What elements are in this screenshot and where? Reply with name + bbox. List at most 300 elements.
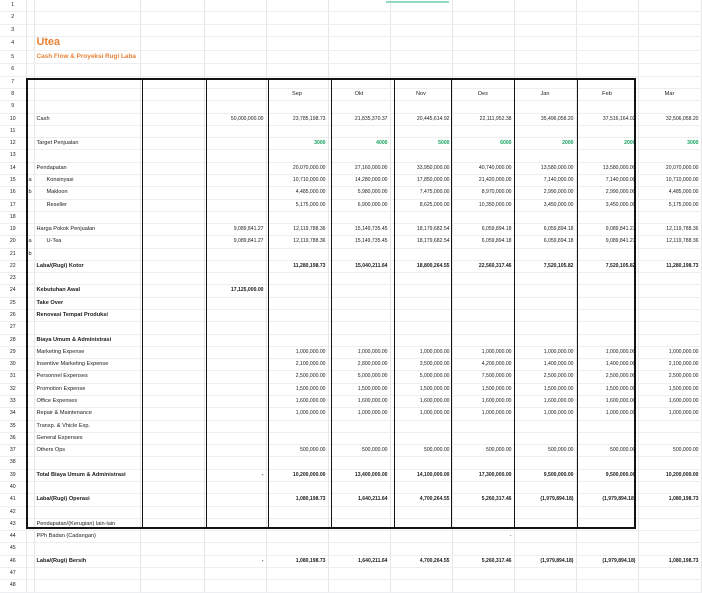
row-header[interactable]: 48 (0, 580, 26, 592)
cell-label[interactable] (34, 580, 140, 592)
cell-label[interactable] (34, 481, 140, 493)
table-row[interactable] (0, 334, 701, 346)
cell-label[interactable] (34, 420, 140, 432)
cell-label[interactable] (34, 518, 140, 530)
cell-month-value[interactable] (390, 359, 452, 371)
cell-marker[interactable] (26, 36, 34, 50)
row-header[interactable]: 47 (0, 567, 26, 579)
cell-spacer[interactable] (140, 187, 204, 199)
table-row[interactable] (0, 346, 701, 358)
cell-label[interactable] (34, 346, 140, 358)
cell-marker[interactable] (26, 285, 34, 297)
cell-month-value[interactable] (390, 24, 452, 36)
table-row[interactable] (0, 322, 701, 334)
cell-label[interactable] (34, 543, 140, 555)
row-header[interactable]: 44 (0, 531, 26, 543)
cell-spacer[interactable] (140, 310, 204, 322)
cell-month-value[interactable] (390, 297, 452, 309)
cell-opening-value[interactable] (204, 359, 266, 371)
cell-month-value[interactable] (576, 150, 638, 162)
cell-marker[interactable] (26, 162, 34, 174)
cell-month-value[interactable] (328, 113, 390, 125)
cell-month-value[interactable] (514, 199, 576, 211)
cell-month-value[interactable] (638, 199, 701, 211)
cell-month-value[interactable] (390, 260, 452, 272)
cell-month-value[interactable] (514, 125, 576, 137)
cell-month-value[interactable] (266, 273, 328, 285)
row-header[interactable]: 11 (0, 125, 26, 137)
cell-opening-value[interactable] (204, 383, 266, 395)
table-row[interactable] (0, 555, 701, 567)
table-row[interactable] (0, 310, 701, 322)
cell-month-value[interactable] (452, 531, 514, 543)
table-row[interactable] (0, 518, 701, 530)
row-header[interactable]: 18 (0, 211, 26, 223)
cell-month-value[interactable] (452, 494, 514, 506)
cell-spacer[interactable] (140, 273, 204, 285)
cell-month-value[interactable] (514, 187, 576, 199)
cell-marker[interactable]: b (26, 187, 34, 199)
cell-month-value[interactable] (328, 211, 390, 223)
cell-marker[interactable] (26, 494, 34, 506)
cell-label[interactable] (34, 138, 140, 150)
cell-month-value[interactable] (328, 150, 390, 162)
cell-marker[interactable] (26, 420, 34, 432)
row-header[interactable]: 40 (0, 481, 26, 493)
cell-month-value[interactable] (514, 24, 576, 36)
cell-marker[interactable] (26, 273, 34, 285)
cell-month-value[interactable] (514, 334, 576, 346)
cell-month-value[interactable] (328, 420, 390, 432)
cell-month-value[interactable] (328, 187, 390, 199)
cell-opening-value[interactable] (204, 273, 266, 285)
cell-month-value[interactable] (514, 481, 576, 493)
cell-marker[interactable] (26, 518, 34, 530)
row-header[interactable]: 31 (0, 371, 26, 383)
table-row[interactable] (0, 432, 701, 444)
cell-month-value[interactable] (266, 346, 328, 358)
table-row[interactable] (0, 481, 701, 493)
cell-month-value[interactable] (638, 518, 701, 530)
table-row[interactable] (0, 125, 701, 137)
cell-month-value[interactable] (328, 260, 390, 272)
cell-marker[interactable] (26, 88, 34, 100)
cell-month-value[interactable] (638, 248, 701, 260)
cell-spacer[interactable] (140, 236, 204, 248)
cell-month-value[interactable] (638, 322, 701, 334)
cell-marker[interactable] (26, 531, 34, 543)
cell-month-value[interactable] (638, 138, 701, 150)
cell-month-value[interactable] (576, 113, 638, 125)
cell-month-value[interactable] (266, 224, 328, 236)
cell-marker[interactable] (26, 481, 34, 493)
cell-label[interactable] (34, 494, 140, 506)
cell-month-value[interactable] (328, 518, 390, 530)
row-header[interactable]: 25 (0, 297, 26, 309)
row-header[interactable]: 16 (0, 187, 26, 199)
cell-month-value[interactable] (514, 260, 576, 272)
cell-month-value[interactable] (266, 457, 328, 469)
cell-spacer[interactable] (140, 113, 204, 125)
table-row[interactable] (0, 51, 701, 64)
cell-month-value[interactable] (328, 125, 390, 137)
cell-month-value[interactable] (328, 396, 390, 408)
cell-label[interactable] (34, 285, 140, 297)
cell-month-value[interactable] (452, 24, 514, 36)
cell-month-value[interactable] (514, 113, 576, 125)
cell-month-value[interactable] (576, 187, 638, 199)
row-header[interactable]: 23 (0, 273, 26, 285)
cell-month-value[interactable] (514, 162, 576, 174)
cell-label[interactable] (34, 224, 140, 236)
cell-month-value[interactable] (266, 150, 328, 162)
row-header[interactable]: 6 (0, 64, 26, 76)
cell-month-value[interactable] (576, 334, 638, 346)
cell-month-value[interactable] (576, 580, 638, 592)
cell-opening-value[interactable] (204, 445, 266, 457)
table-row[interactable] (0, 359, 701, 371)
cell-month-value[interactable] (390, 285, 452, 297)
cell-month-value[interactable] (514, 273, 576, 285)
cell-month-value[interactable] (576, 432, 638, 444)
cell-marker[interactable] (26, 125, 34, 137)
table-row[interactable] (0, 567, 701, 579)
cell-month-value[interactable] (638, 469, 701, 481)
cell-month-value[interactable] (638, 457, 701, 469)
row-header[interactable]: 36 (0, 432, 26, 444)
cell-month-value[interactable] (514, 371, 576, 383)
cell-month-value[interactable] (514, 211, 576, 223)
cell-month-value[interactable] (452, 359, 514, 371)
cell-month-value[interactable] (638, 396, 701, 408)
cell-month-value[interactable] (266, 125, 328, 137)
cell-label[interactable] (34, 24, 140, 36)
cell-spacer[interactable] (140, 518, 204, 530)
row-header[interactable]: 12 (0, 138, 26, 150)
cell-opening-value[interactable] (204, 88, 266, 100)
cell-month-value[interactable] (638, 506, 701, 518)
cell-month-value[interactable] (452, 76, 514, 88)
cell-month-value[interactable] (514, 396, 576, 408)
cell-month-value[interactable] (576, 555, 638, 567)
cell-month-value[interactable] (266, 469, 328, 481)
cell-month-value[interactable] (266, 432, 328, 444)
cell-month-value[interactable] (452, 396, 514, 408)
cell-month-value[interactable] (328, 51, 390, 64)
cell-month-value[interactable] (266, 359, 328, 371)
cell-opening-value[interactable] (204, 310, 266, 322)
cell-month-value[interactable] (638, 187, 701, 199)
cell-month-value[interactable] (514, 359, 576, 371)
cell-opening-value[interactable] (204, 12, 266, 24)
cell-month-value[interactable] (452, 273, 514, 285)
cell-month-value[interactable] (452, 187, 514, 199)
cell-month-value[interactable] (452, 420, 514, 432)
table-row[interactable] (0, 64, 701, 76)
row-header[interactable]: 4 (0, 36, 26, 50)
cell-month-value[interactable] (638, 445, 701, 457)
table-row[interactable] (0, 445, 701, 457)
cell-month-value[interactable] (514, 310, 576, 322)
cell-month-value[interactable] (452, 211, 514, 223)
cell-spacer[interactable] (140, 580, 204, 592)
cell-month-value[interactable] (514, 494, 576, 506)
cell-opening-value[interactable] (204, 567, 266, 579)
cell-month-value[interactable] (266, 248, 328, 260)
cell-label[interactable] (34, 113, 140, 125)
cell-month-value[interactable] (390, 125, 452, 137)
cell-opening-value[interactable] (204, 297, 266, 309)
cell-label[interactable] (34, 199, 140, 211)
cell-month-value[interactable] (638, 334, 701, 346)
cell-label[interactable] (34, 469, 140, 481)
column-header-month[interactable] (328, 88, 390, 100)
table-row[interactable] (0, 12, 701, 24)
cell-month-value[interactable] (266, 260, 328, 272)
cell-month-value[interactable] (576, 64, 638, 76)
cell-month-value[interactable] (328, 346, 390, 358)
cell-label[interactable] (34, 531, 140, 543)
cell-spacer[interactable] (140, 297, 204, 309)
row-header[interactable]: 1 (0, 0, 26, 12)
cell-label[interactable] (34, 0, 140, 12)
cell-opening-value[interactable] (204, 334, 266, 346)
cell-month-value[interactable] (390, 371, 452, 383)
cell-marker[interactable] (26, 580, 34, 592)
cell-marker[interactable] (26, 346, 34, 358)
cell-month-value[interactable] (390, 211, 452, 223)
cell-month-value[interactable] (266, 51, 328, 64)
cell-month-value[interactable] (514, 469, 576, 481)
cell-month-value[interactable] (328, 0, 390, 12)
cell-month-value[interactable] (514, 531, 576, 543)
table-row[interactable] (0, 88, 701, 100)
cell-month-value[interactable] (452, 0, 514, 12)
cell-label[interactable] (34, 432, 140, 444)
cell-month-value[interactable] (390, 420, 452, 432)
cell-month-value[interactable] (452, 224, 514, 236)
cell-month-value[interactable] (638, 150, 701, 162)
cell-month-value[interactable] (328, 248, 390, 260)
column-header-month[interactable] (452, 88, 514, 100)
row-header[interactable]: 30 (0, 359, 26, 371)
cell-opening-value[interactable] (204, 396, 266, 408)
cell-month-value[interactable] (576, 567, 638, 579)
cell-spacer[interactable] (140, 334, 204, 346)
row-header[interactable]: 19 (0, 224, 26, 236)
cell-label[interactable] (34, 88, 140, 100)
column-header-month[interactable] (638, 88, 701, 100)
cell-month-value[interactable] (576, 224, 638, 236)
row-header[interactable]: 33 (0, 396, 26, 408)
cell-month-value[interactable] (452, 580, 514, 592)
cell-spacer[interactable] (140, 64, 204, 76)
cell-spacer[interactable] (140, 211, 204, 223)
cell-marker[interactable] (26, 51, 34, 64)
cell-month-value[interactable] (452, 174, 514, 186)
cell-month-value[interactable] (266, 445, 328, 457)
cell-month-value[interactable] (328, 580, 390, 592)
cell-opening-value[interactable] (204, 481, 266, 493)
table-row[interactable] (0, 494, 701, 506)
cell-month-value[interactable] (266, 64, 328, 76)
cell-month-value[interactable] (452, 469, 514, 481)
row-header[interactable]: 27 (0, 322, 26, 334)
cell-month-value[interactable] (514, 420, 576, 432)
cell-label[interactable] (34, 76, 140, 88)
cell-label[interactable] (34, 408, 140, 420)
cell-month-value[interactable] (390, 432, 452, 444)
cell-month-value[interactable] (328, 310, 390, 322)
cell-marker[interactable] (26, 567, 34, 579)
cell-spacer[interactable] (140, 12, 204, 24)
cell-spacer[interactable] (140, 322, 204, 334)
cell-label[interactable] (34, 297, 140, 309)
cell-marker[interactable] (26, 359, 34, 371)
cell-month-value[interactable] (514, 567, 576, 579)
cell-month-value[interactable] (576, 371, 638, 383)
cell-marker[interactable]: b (26, 248, 34, 260)
cell-month-value[interactable] (266, 396, 328, 408)
cell-month-value[interactable] (328, 224, 390, 236)
cell-month-value[interactable] (390, 494, 452, 506)
cell-spacer[interactable] (140, 432, 204, 444)
cell-month-value[interactable] (638, 12, 701, 24)
cell-month-value[interactable] (390, 199, 452, 211)
cell-month-value[interactable] (514, 101, 576, 113)
table-row[interactable] (0, 260, 701, 272)
cell-month-value[interactable] (266, 76, 328, 88)
table-row[interactable] (0, 138, 701, 150)
cell-spacer[interactable] (140, 457, 204, 469)
cell-label[interactable] (34, 334, 140, 346)
cell-month-value[interactable] (266, 297, 328, 309)
cell-marker[interactable] (26, 457, 34, 469)
row-header[interactable]: 41 (0, 494, 26, 506)
cell-spacer[interactable] (140, 543, 204, 555)
cell-month-value[interactable] (514, 432, 576, 444)
cell-month-value[interactable] (514, 76, 576, 88)
cell-month-value[interactable] (390, 457, 452, 469)
cell-month-value[interactable] (328, 494, 390, 506)
cell-month-value[interactable] (328, 555, 390, 567)
cell-month-value[interactable] (390, 64, 452, 76)
cell-month-value[interactable] (576, 0, 638, 12)
cell-month-value[interactable] (390, 396, 452, 408)
cell-month-value[interactable] (328, 469, 390, 481)
row-header[interactable]: 35 (0, 420, 26, 432)
cell-month-value[interactable] (576, 260, 638, 272)
table-row[interactable] (0, 187, 701, 199)
cell-opening-value[interactable] (204, 506, 266, 518)
cell-label[interactable] (34, 310, 140, 322)
table-row[interactable] (0, 457, 701, 469)
cell-label[interactable] (34, 383, 140, 395)
cell-marker[interactable] (26, 371, 34, 383)
cell-month-value[interactable] (328, 445, 390, 457)
cell-month-value[interactable] (390, 138, 452, 150)
cell-month-value[interactable] (266, 0, 328, 12)
cell-opening-value[interactable] (204, 113, 266, 125)
cell-month-value[interactable] (266, 334, 328, 346)
cell-opening-value[interactable] (204, 162, 266, 174)
row-header[interactable]: 2 (0, 12, 26, 24)
cell-label[interactable] (34, 555, 140, 567)
column-header-month[interactable] (390, 88, 452, 100)
row-header[interactable]: 22 (0, 260, 26, 272)
cell-month-value[interactable] (576, 457, 638, 469)
cell-month-value[interactable] (576, 125, 638, 137)
cell-marker[interactable] (26, 445, 34, 457)
cell-month-value[interactable] (452, 334, 514, 346)
table-row[interactable] (0, 285, 701, 297)
cell-spacer[interactable] (140, 481, 204, 493)
cell-month-value[interactable] (514, 580, 576, 592)
table-row[interactable] (0, 236, 701, 248)
cell-month-value[interactable] (328, 322, 390, 334)
cell-month-value[interactable] (390, 12, 452, 24)
cell-month-value[interactable] (576, 469, 638, 481)
cell-month-value[interactable] (452, 260, 514, 272)
cell-month-value[interactable] (328, 506, 390, 518)
cell-spacer[interactable] (140, 494, 204, 506)
cell-month-value[interactable] (576, 24, 638, 36)
cell-month-value[interactable] (638, 371, 701, 383)
cell-month-value[interactable] (576, 531, 638, 543)
cell-month-value[interactable] (452, 150, 514, 162)
cell-opening-value[interactable] (204, 0, 266, 12)
cell-month-value[interactable] (390, 113, 452, 125)
cell-label[interactable] (34, 260, 140, 272)
cell-month-value[interactable] (390, 481, 452, 493)
cell-marker[interactable] (26, 555, 34, 567)
cell-month-value[interactable] (390, 224, 452, 236)
cell-opening-value[interactable] (204, 580, 266, 592)
cell-month-value[interactable] (576, 543, 638, 555)
cell-month-value[interactable] (638, 162, 701, 174)
cell-month-value[interactable] (576, 310, 638, 322)
cell-spacer[interactable] (140, 199, 204, 211)
cell-month-value[interactable] (452, 310, 514, 322)
cell-opening-value[interactable] (204, 371, 266, 383)
cell-month-value[interactable] (390, 506, 452, 518)
cell-label[interactable] (34, 567, 140, 579)
row-header[interactable]: 46 (0, 555, 26, 567)
cell-month-value[interactable] (576, 494, 638, 506)
table-row[interactable] (0, 506, 701, 518)
cell-month-value[interactable] (266, 580, 328, 592)
cell-month-value[interactable] (514, 12, 576, 24)
cell-marker[interactable] (26, 334, 34, 346)
table-row[interactable] (0, 580, 701, 592)
cell-month-value[interactable] (576, 236, 638, 248)
table-row[interactable] (0, 297, 701, 309)
cell-label[interactable] (34, 359, 140, 371)
cell-label[interactable] (34, 371, 140, 383)
row-header[interactable]: 3 (0, 24, 26, 36)
cell-marker[interactable] (26, 408, 34, 420)
cell-month-value[interactable] (328, 162, 390, 174)
row-header[interactable]: 7 (0, 76, 26, 88)
cell-month-value[interactable] (638, 531, 701, 543)
table-row[interactable] (0, 150, 701, 162)
cell-spacer[interactable] (140, 567, 204, 579)
cell-spacer[interactable] (140, 408, 204, 420)
cell-marker[interactable] (26, 469, 34, 481)
cell-month-value[interactable] (390, 150, 452, 162)
cell-marker[interactable] (26, 0, 34, 12)
cell-spacer[interactable] (140, 125, 204, 137)
